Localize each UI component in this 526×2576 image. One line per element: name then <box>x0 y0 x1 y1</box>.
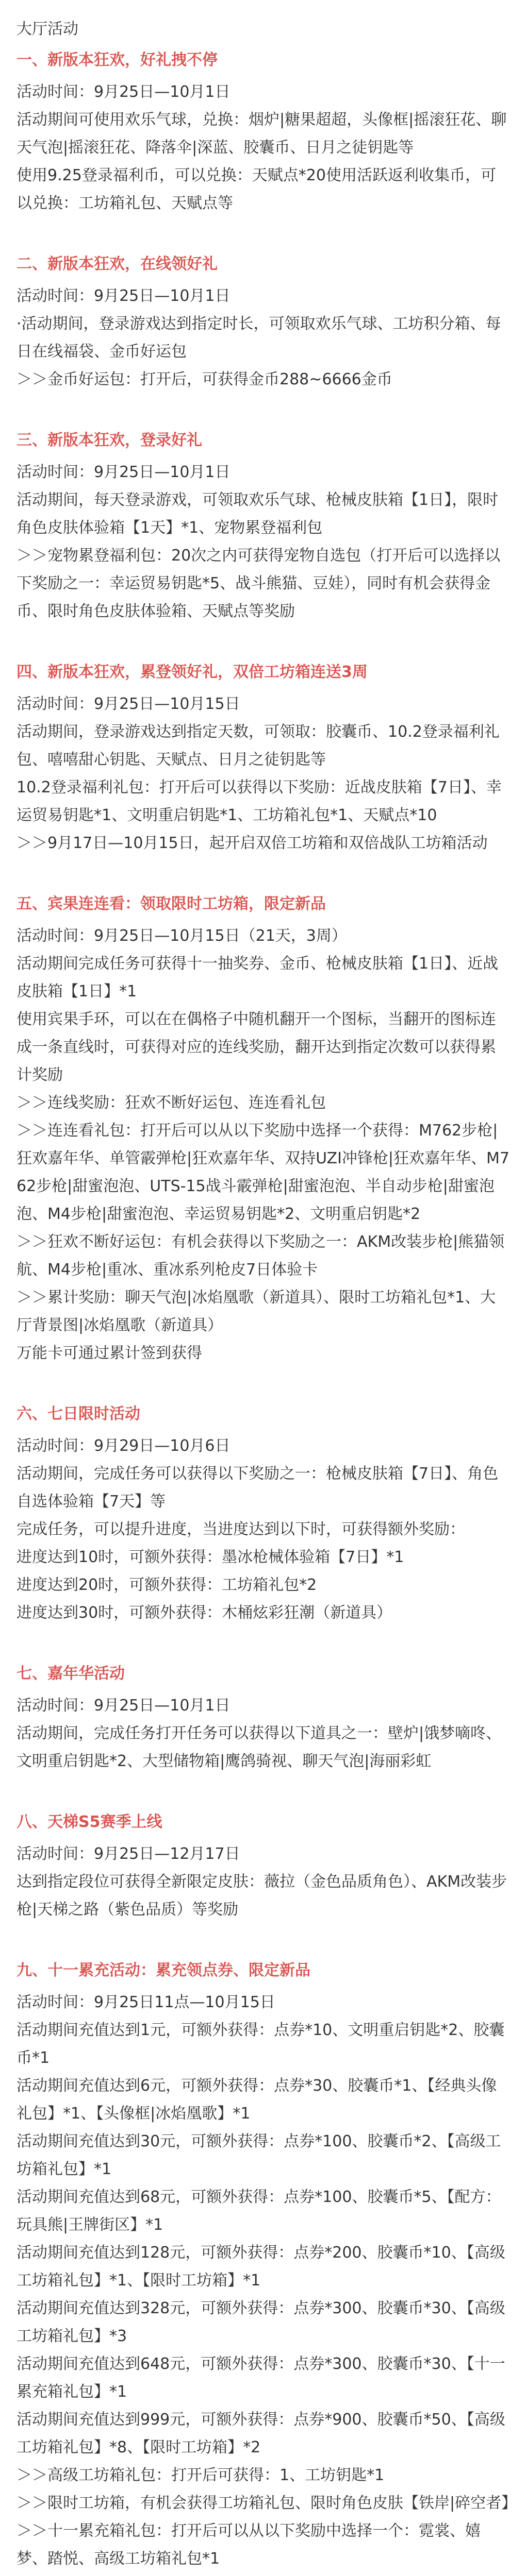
section-line: 活动时间：9月25日—10月1日 <box>17 1697 231 1715</box>
activity-section <box>17 658 509 857</box>
section-line: ＞＞连线奖励：狂欢不断好运包、连连看礼包 <box>17 1094 326 1112</box>
section-line: 活动期间，完成任务打开任务可以获得以下道具之一：壁炉|饿梦嘀咚、文明重启钥匙*2、大型储物箱|鹰鸽骑视、聊天气泡|海丽彩虹 <box>17 1724 502 1770</box>
section-line: 活动期间完成任务可获得十一抽奖券、金币、枪械皮肤箱【1日】、近战皮肤箱【1日】*1 <box>17 955 499 1001</box>
section-title: 八、天梯S5赛季上线 <box>17 1813 162 1831</box>
section-line: ＞＞十一累充箱礼包：打开后可以从以下奖励中选择一个：霓裳、嬉梦、踏悦、高级工坊箱礼包*1 <box>17 2522 481 2568</box>
section-line: 活动时间：9月29日—10月6日 <box>17 1437 231 1455</box>
section-line: 使用9.25登录福利币，可以兑换：天赋点*20使用活跃返利收集币，可以兑换：工坊箱礼包、天赋点等 <box>17 166 496 212</box>
section-line: 活动期间充值达到128元，可额外获得：点券*200、胶囊币*10、【高级工坊箱礼包】*1、【限时工坊箱】*1 <box>17 2244 505 2290</box>
section-line: 活动期间充值达到999元，可额外获得：点券*900、胶囊币*50、【高级工坊箱礼包】*8、【限时工坊箱】*2 <box>17 2411 505 2456</box>
activity-section <box>17 1660 509 1775</box>
section-line: ·活动期间，登录游戏达到指定时长，可领取欢乐气球、工坊积分箱、每日在线福袋、金币好运包 <box>17 315 501 361</box>
page-title: 大厅活动 <box>17 20 78 38</box>
activity-section <box>17 1808 509 1924</box>
activity-section <box>17 427 509 625</box>
section-line: 活动期间充值达到30元，可额外获得：点券*100、胶囊币*2、【高级工坊箱礼包】*1 <box>17 2132 501 2178</box>
section-line: 活动时间：9月25日—10月15日 <box>17 695 240 713</box>
section-line: 进度达到20时，可额外获得：工坊箱礼包*2 <box>17 1576 317 1594</box>
section-line: 使用宾果手环，可以在在偶格子中随机翻开一个图标，当翻开的图标连成一条直线时，可获得对应的连线奖励，翻开达到指定次数可以获得累计奖励 <box>17 1010 496 1084</box>
section-title: 二、新版本狂欢，在线领好礼 <box>17 255 218 273</box>
activity-section <box>17 250 509 394</box>
section-line: 达到指定段位可获得全新限定皮肤：薇拉（金色品质角色）、AKM改装步枪|天梯之路（紫色品质）等奖励 <box>17 1873 507 1919</box>
sections-container <box>17 46 517 2573</box>
section-line: 活动期间充值达到68元，可额外获得：点券*100、胶囊币*5、【配方：玩具熊|王牌街区】*1 <box>17 2188 501 2234</box>
section-title: 七、嘉年华活动 <box>17 1665 125 1683</box>
section-line: 活动期间可使用欢乐气球，兑换：烟炉|糖果超超，头像框|摇滚狂花、聊天气泡|摇滚狂花、降落伞|深蓝、胶囊币、日月之徒钥匙等 <box>17 111 507 157</box>
section-line: 10.2登录福利礼包：打开后可以获得以下奖励：近战皮肤箱【7日】、幸运贸易钥匙*1、文明重启钥匙*1、工坊箱礼包*1、天赋点*10 <box>17 778 502 824</box>
section-line: 完成任务，可以提升进度，当进度达到以下时，可获得额外奖励： <box>17 1520 465 1538</box>
section-line: 活动期间充值达到1元，可额外获得：点券*10、文明重启钥匙*2、胶囊币*1 <box>17 2021 505 2067</box>
section-line: ＞＞金币好运包：打开后，可获得金币288~6666金币 <box>17 370 392 388</box>
activity-section <box>17 890 509 1367</box>
activity-section <box>17 46 509 217</box>
section-line: 活动期间充值达到648元，可额外获得：点券*300、胶囊币*30、【十一累充箱礼包】*1 <box>17 2355 505 2401</box>
section-line: 活动时间：9月25日—10月1日 <box>17 463 231 481</box>
section-line: 进度达到30时，可额外获得：木桶炫彩狂潮（新道具） <box>17 1604 392 1622</box>
section-line: 活动时间：9月25日—10月15日（21天，3周） <box>17 927 347 945</box>
section-title: 九、十一累充活动：累充领点券、限定新品 <box>17 1961 310 1979</box>
section-line: ＞＞9月17日—10月15日，起开启双倍工坊箱和双倍战队工坊箱活动 <box>17 834 488 852</box>
section-line: 活动时间：9月25日—10月1日 <box>17 83 231 101</box>
section-line: 活动期间充值达到328元，可额外获得：点券*300、胶囊币*30、【高级工坊箱礼包】*3 <box>17 2299 505 2345</box>
section-line: 活动期间充值达到6元，可额外获得：点券*30、胶囊币*1、【经典头像礼包】*1、【头像框|冰焰凰歌】*1 <box>17 2077 497 2123</box>
section-line: 活动期间，登录游戏达到指定天数，可领取：胶囊币、10.2登录福利礼包、嘻嘻甜心钥匙、天赋点、日月之徒钥匙等 <box>17 723 500 769</box>
section-line: 活动时间：9月25日—10月1日 <box>17 287 231 305</box>
section-line: ＞＞连连看礼包：打开后可以从以下奖励中选择一个获得：M762步枪|狂欢嘉年华、单管霰弹枪|狂欢嘉年华、双持UZI冲锋枪|狂欢嘉年华、M762步枪|甜蜜泡泡、UTS-15战斗霰弹枪|甜蜜泡泡、半自动步枪|甜蜜泡泡、M4步枪|甜蜜泡泡、幸运贸易钥匙*2、文明重启钥匙*2 <box>17 1122 510 1223</box>
activity-section <box>17 1400 509 1627</box>
section-title: 四、新版本狂欢，累登领好礼，双倍工坊箱连送3周 <box>17 663 368 681</box>
section-line: ＞＞累计奖励：聊天气泡|冰焰凰歌（新道具）、限时工坊箱礼包*1、大厅背景图|冰焰凰歌（新道具） <box>17 1289 496 1334</box>
section-line: ＞＞宠物累登福利包：20次之内可获得宠物自选包（打开后可以选择以下奖励之一：幸运贸易钥匙*5、战斗熊猫、豆娃），同时有机会获得金币、限时角色皮肤体验箱、天赋点等奖励 <box>17 547 501 620</box>
section-title: 三、新版本狂欢，登录好礼 <box>17 431 202 449</box>
section-title: 一、新版本狂欢，好礼拽不停 <box>17 51 218 69</box>
section-title: 六、七日限时活动 <box>17 1405 140 1423</box>
section-line: 活动时间：9月25日—12月17日 <box>17 1845 240 1863</box>
section-line: ＞＞狂欢不断好运包：有机会获得以下奖励之一：AKM改装步枪|熊猫领航、M4步枪|重冰、重冰系列枪皮7日体验卡 <box>17 1233 505 1279</box>
section-line: ＞＞高级工坊箱礼包：打开后可获得：1、工坊钥匙*1 <box>17 2466 385 2484</box>
activity-section <box>17 1957 517 2573</box>
section-line: 进度达到10时，可额外获得：墨冰枪械体验箱【7日】*1 <box>17 1548 404 1566</box>
section-line: 活动期间，完成任务可以获得以下奖励之一：枪械皮肤箱【7日】、角色自选体验箱【7天】等 <box>17 1465 499 1511</box>
section-line: 万能卡可通过累计签到获得 <box>17 1344 202 1362</box>
section-title: 五、宾果连连看：领取限时工坊箱，限定新品 <box>17 895 326 913</box>
section-line: 活动期间，每天登录游戏，可领取欢乐气球、枪械皮肤箱【1日】，限时角色皮肤体验箱【1天】*1、宠物累登福利包 <box>17 491 499 537</box>
section-line: 活动时间：9月25日11点—10月15日 <box>17 1993 275 2011</box>
section-line: ＞＞限时工坊箱，有机会获得工坊箱礼包、限时角色皮肤【铁岸|碎空者】 <box>17 2494 517 2512</box>
